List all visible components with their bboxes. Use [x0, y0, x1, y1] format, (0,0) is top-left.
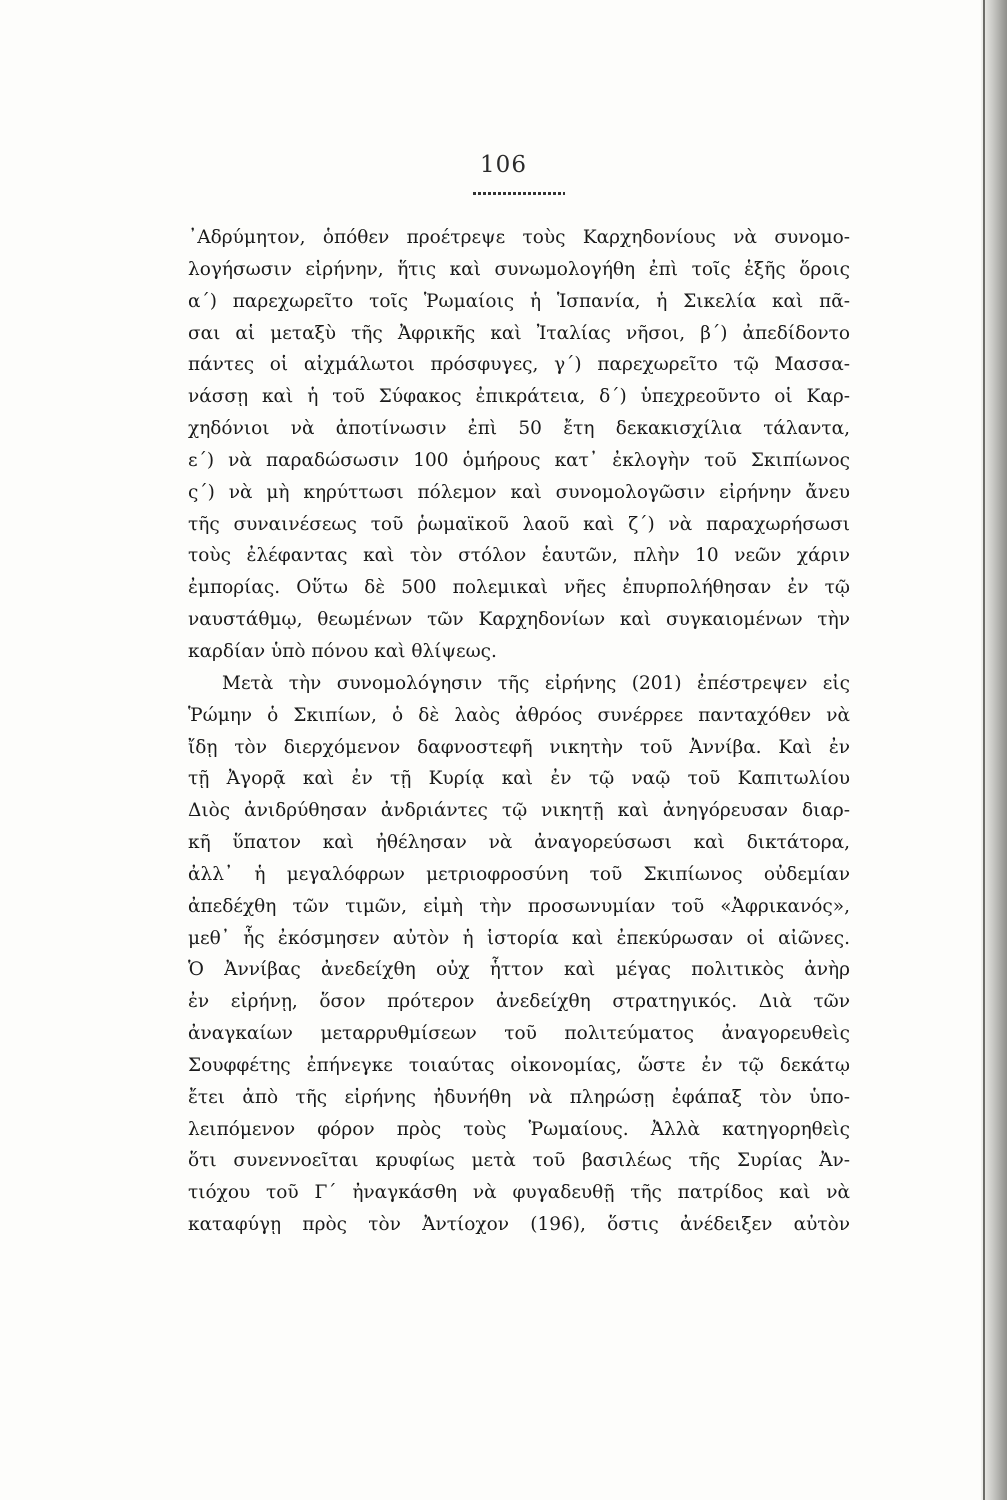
text-line: τοὺς ἐλέφαντας καὶ τὸν στόλον ἑαυτῶν, πλὴν 10 νεῶν χάριν [188, 545, 850, 567]
text-line: Διὸς ἀνιδρύθησαν ἀνδριάντες τῷ νικητῇ καὶ ἀνηγόρευσαν διαρ- [188, 800, 850, 822]
text-line: ἐμπορίας. Οὕτω δὲ 500 πολεμικαὶ νῆες ἐπυρπολήθησαν ἐν τῷ [188, 577, 850, 599]
text-line: νάσσῃ καὶ ἡ τοῦ Σύφακος ἐπικράτεια, δ΄) ὑπεχρεοῦντο οἱ Καρ- [188, 386, 850, 408]
paragraph-start-line: Ὁ Ἀννίβας ἀνεδείχθη οὐχ ἧττον καὶ μέγας πολιτικὸς ἀνὴρ [188, 959, 850, 981]
body-text [188, 222, 850, 1241]
text-line: ἴδῃ τὸν διερχόμενον δαφνοστεφῆ νικητὴν τοῦ Ἀννίβα. Καὶ ἐν [188, 736, 850, 758]
text-line: κῆ ὕπατον καὶ ἠθέλησαν νὰ ἀναγορεύσωσι καὶ δικτάτορα, [188, 832, 850, 854]
text-line: ὅτι συνεννοεῖται κρυφίως μετὰ τοῦ βασιλέως τῆς Συρίας Ἀν- [188, 1150, 850, 1172]
text-line: πάντες οἱ αἰχμάλωτοι πρόσφυγες, γ΄) παρεχωρεῖτο τῷ Μασσα- [188, 354, 850, 376]
text-line: ᾽Αδρύμητον, ὁπόθεν προέτρεψε τοὺς Καρχηδονίους νὰ συνομο- [188, 227, 850, 248]
text-line: ς΄) νὰ μὴ κηρύττωσι πόλεμον καὶ συνομολογῶσιν εἰρήνην ἄνευ [188, 481, 850, 503]
text-line: ἔτει ἀπὸ τῆς εἰρήνης ἠδυνήθη νὰ πληρώσῃ ἐφάπαξ τὸν ὑπο- [188, 1086, 850, 1108]
text-line: τιόχου τοῦ Γ΄ ἠναγκάσθη νὰ φυγαδευθῇ τῆς πατρίδος καὶ νὰ [188, 1182, 850, 1204]
text-line: ναυστάθμῳ, θεωμένων τῶν Καρχηδονίων καὶ συγκαιομένων τὴν [188, 609, 850, 631]
text-line: λειπόμενον φόρον πρὸς τοὺς Ῥωμαίους. Ἀλλὰ κατηγορηθεὶς [188, 1118, 850, 1140]
text-line: τῆς συναινέσεως τοῦ ῥωμαϊκοῦ λαοῦ καὶ ζ΄) νὰ παραχωρήσωσι [188, 513, 850, 535]
text-line: τῇ Ἀγορᾷ καὶ ἐν τῇ Κυρίᾳ καὶ ἐν τῷ ναῷ τοῦ Καπιτωλίου [188, 768, 850, 790]
text-line: χηδόνιοι νὰ ἀποτίνωσιν ἐπὶ 50 ἔτη δεκακισχίλια τάλαντα, [188, 418, 850, 440]
text-line: ε΄) νὰ παραδώσωσιν 100 ὁμήρους κατ᾽ ἐκλογὴν τοῦ Σκιπίωνος [188, 449, 850, 471]
text-line: καταφύγῃ πρὸς τὸν Ἀντίοχον (196), ὅστις ἀνέδειξεν αὐτὸν [188, 1214, 850, 1236]
paragraph-end-line: μεθ᾽ ἧς ἐκόσμησεν αὐτὸν ἡ ἱστορία καὶ ἐπεκύρωσαν οἱ αἰῶνες. [188, 927, 850, 949]
page-header [0, 152, 1007, 178]
paragraph-start-line: Μετὰ τὴν συνομολόγησιν τῆς εἰρήνης (201) ἐπέστρεψεν εἰς [222, 672, 850, 694]
page-binding-edge [983, 0, 985, 1500]
text-line: ἀλλ᾽ ἡ μεγαλόφρων μετριοφροσύνη τοῦ Σκιπίωνος οὐδεμίαν [188, 863, 850, 885]
header-ornament-rule [473, 192, 565, 195]
text-line: λογήσωσιν εἰρήνην, ἥτις καὶ συνωμολογήθη ἐπὶ τοῖς ἑξῆς ὅροις [188, 258, 850, 280]
text-line: Σουφφέτης ἐπήνεγκε τοιαύτας οἰκονομίας, ὥστε ἐν τῷ δεκάτῳ [188, 1054, 850, 1076]
text-line: ἀναγκαίων μεταρρυθμίσεων τοῦ πολιτεύματος ἀναγορευθεὶς [188, 1023, 850, 1045]
text-line: ἀπεδέχθη τῶν τιμῶν, εἰμὴ τὴν προσωνυμίαν τοῦ «Ἀφρικανός», [188, 895, 850, 917]
text-line: σαι αἱ μεταξὺ τῆς Ἀφρικῆς καὶ Ἰταλίας νῆσοι, β΄) ἀπεδίδοντο [188, 322, 850, 344]
paragraph-end-line: καρδίαν ὑπὸ πόνου καὶ θλίψεως. [188, 640, 497, 662]
page-number: 106 [480, 152, 527, 178]
text-line: ἐν εἰρήνῃ, ὅσον πρότερον ἀνεδείχθη στρατηγικός. Διὰ τῶν [188, 991, 850, 1013]
text-line: Ῥώμην ὁ Σκιπίων, ὁ δὲ λαὸς ἀθρόος συνέρρεε πανταχόθεν νὰ [188, 704, 850, 726]
text-line: α΄) παρεχωρεῖτο τοῖς Ῥωμαίοις ἡ Ἱσπανία, ἡ Σικελία καὶ πᾶ- [188, 290, 850, 312]
